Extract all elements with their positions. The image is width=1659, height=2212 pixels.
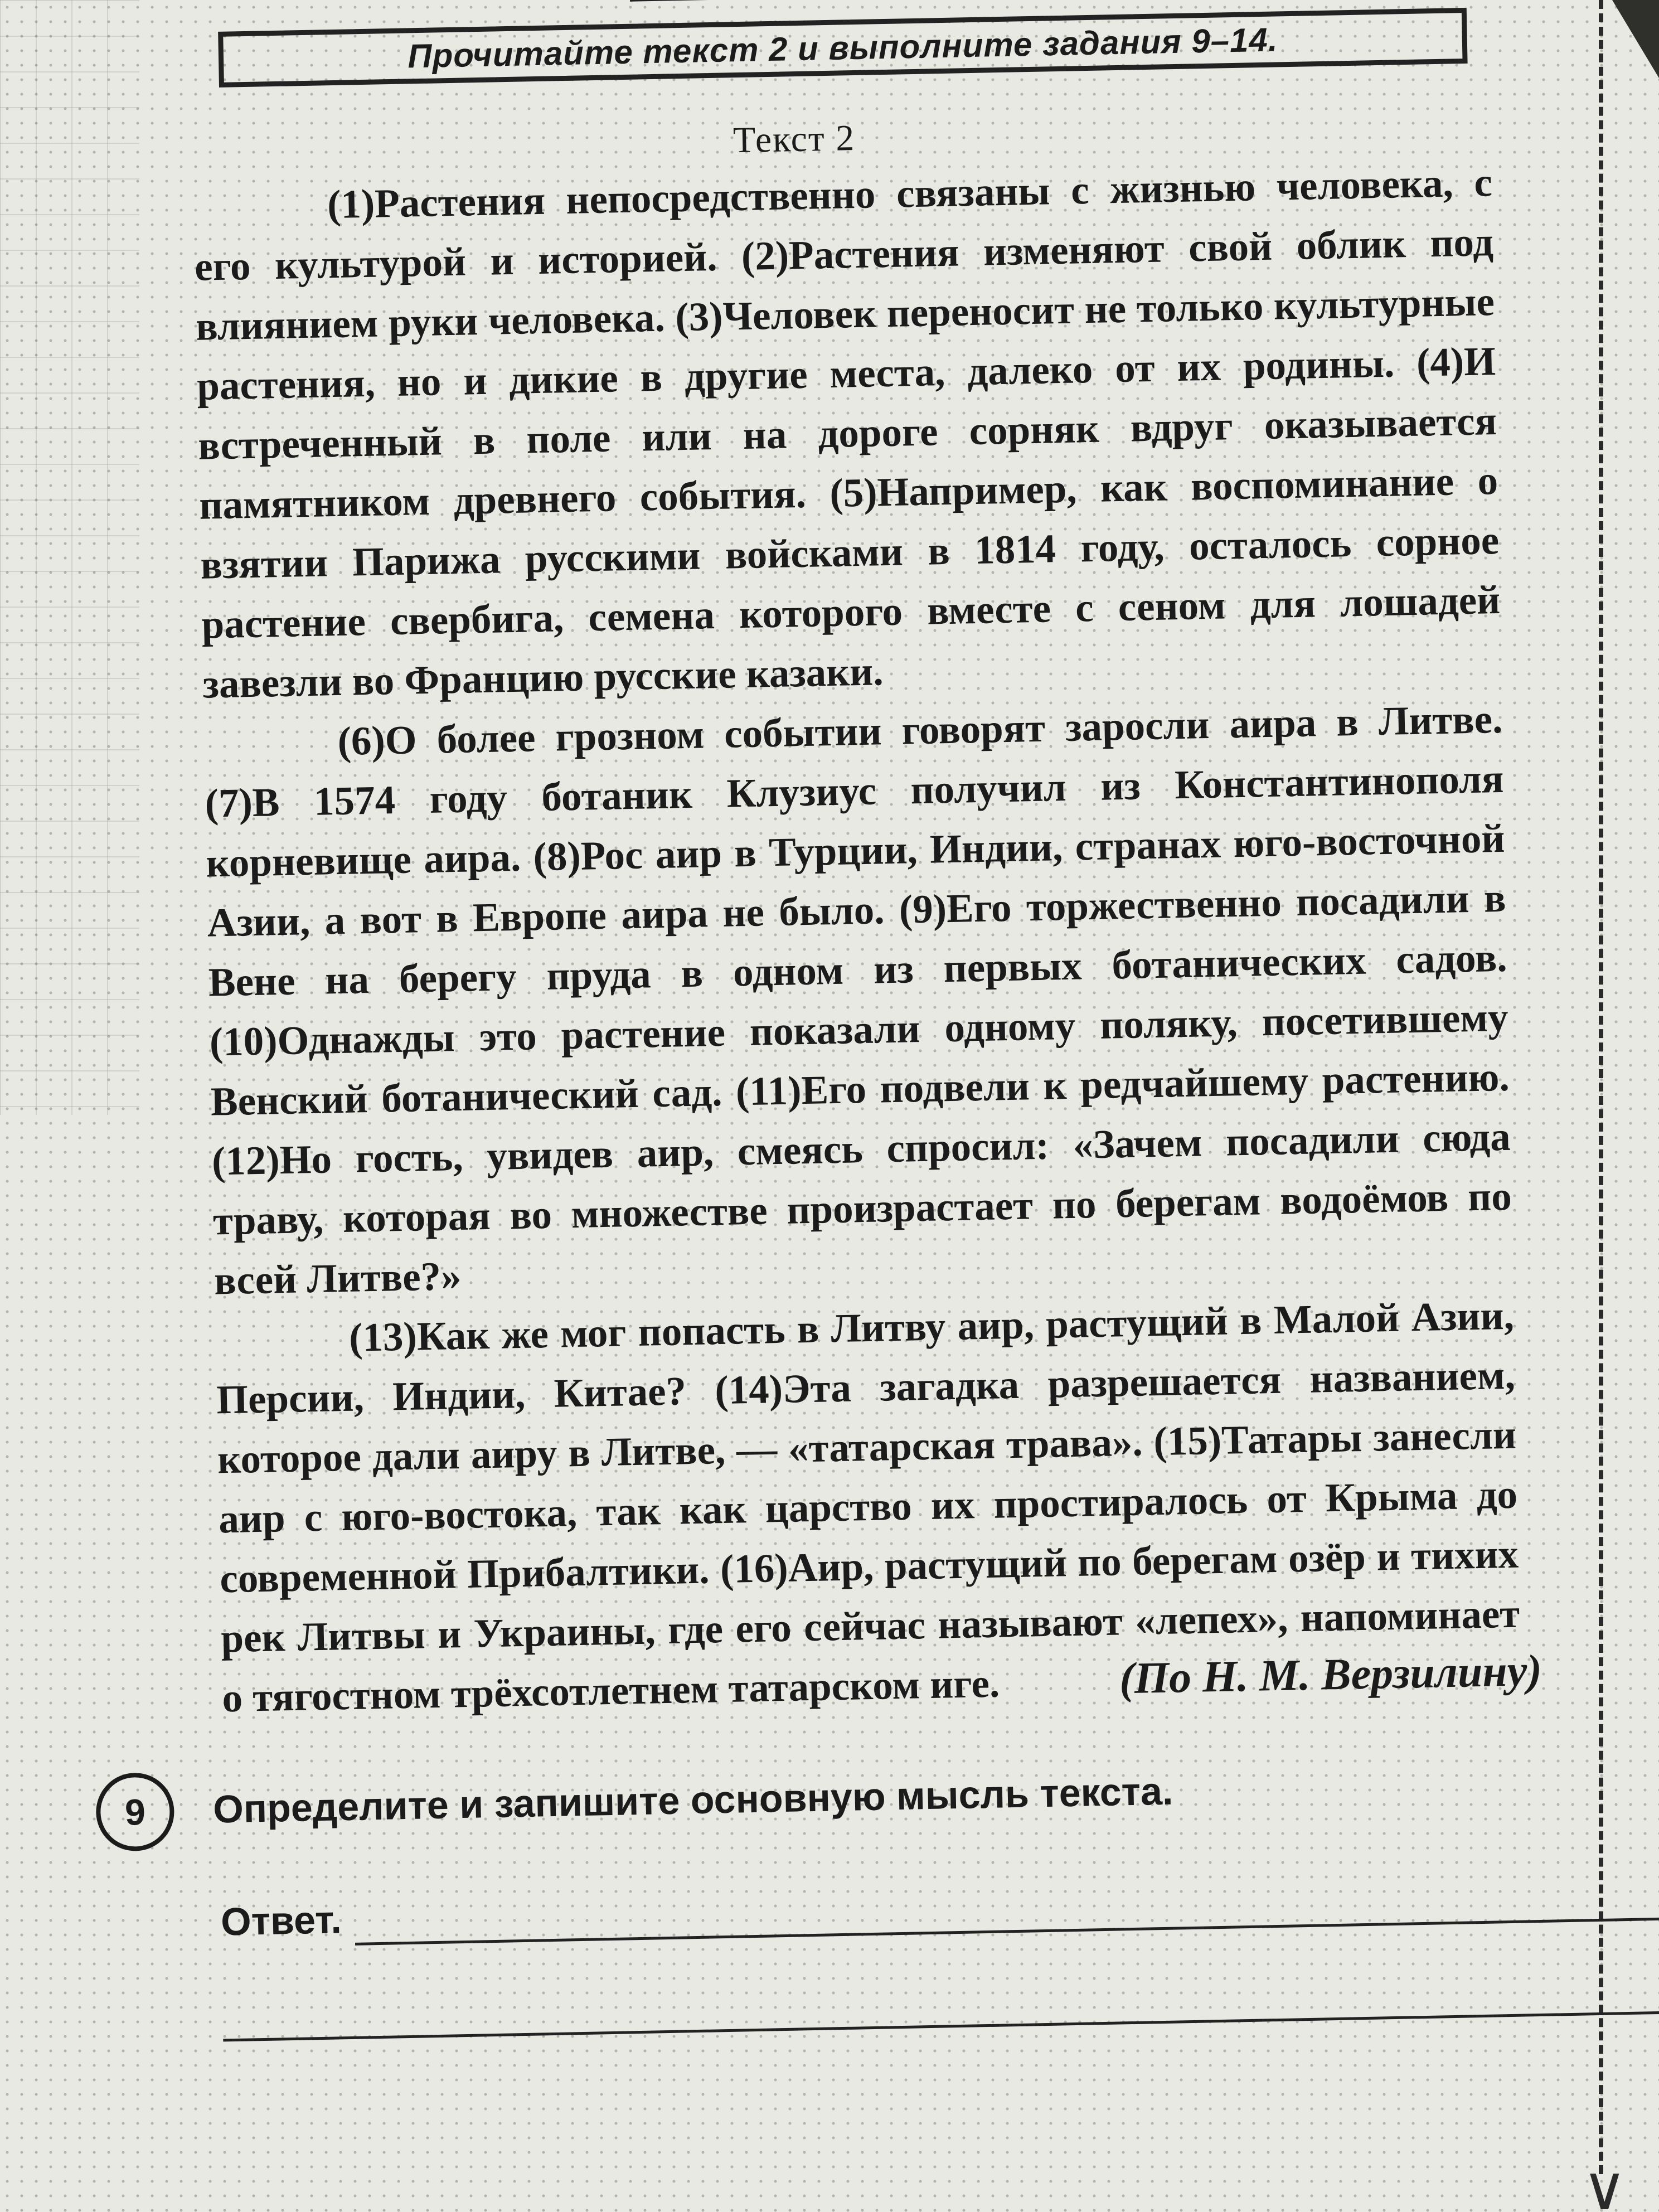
reading-text bbox=[193, 152, 1521, 1728]
paragraph-2: (6)О более грозном событии говорят заросли аира в Литве. (7)В 1574 году ботаник Клузиус получил из Константинополя корневище аира. (8)Рос аир в Турции, Индии, странах юго-восточной Азии, а вот в Европе аира не было. (9)Его торжественно посадили в Вене на берегу пруда в одном из первых ботанических садов. (10)Однажды это растение показали одному поляку, посетившему Венский ботанический сад. (11)Его подвели к редчайшему растению. (12)Но гость, увидев аир, смеясь спросил: «Зачем посадили сюда траву, которая во множестве произрастает по берегам водоёмов по всей Литве?» bbox=[204, 696, 1512, 1303]
previous-header-box bbox=[629, 0, 1466, 2]
cut-line bbox=[1599, 0, 1603, 2174]
instruction-box bbox=[218, 8, 1468, 88]
task-number-badge: 9 bbox=[95, 1772, 175, 1852]
answer-line-second[interactable] bbox=[223, 2011, 1659, 2042]
paragraph-3: (13)Как же мог попасть в Литву аир, растущий в Малой Азии, Персии, Индии, Китае? (14)Эта загадка разрешается названием, которое дали аиру в Литве, — «татарская трава». (15)Татары занесли аир с юго-востока, так как царство их простиралось от Крыма до современной Прибалтики. (16)Аир, растущий по берегам озёр и тихих рек Литвы и Украины, где его сейчас называют «лепех», напоминает о тягостном трёхсотлетнем татарском иге. bbox=[216, 1292, 1520, 1721]
text-attribution: (По Н. М. Верзилину) bbox=[1119, 1646, 1542, 1704]
paragraph-1: (1)Растения непосредственно связаны с жизнью человека, с его культурой и историей. (2)Растения изменяют свой облик под влиянием руки человека. (3)Человек переносит не только культурные растения, но и дикие в другие места, далеко от их родины. (4)И встреченный в поле или на дороге сорняк вдруг оказывается памятником древнего события. (5)Например, как воспоминание о взятии Парижа русскими войсками в 1814 году, осталось сорное растение свербига, семена которого вместе с сеном для лошадей завезли во Францию русские казаки. bbox=[194, 159, 1501, 707]
answer-area bbox=[220, 1869, 1520, 1961]
background-grid-paper bbox=[0, 0, 139, 1115]
task-9 bbox=[95, 1747, 1501, 1840]
instruction-text: Прочитайте текст 2 и выполните задания 9–14. bbox=[407, 20, 1278, 75]
cut-line-arrow-icon: ∨ bbox=[1582, 2152, 1627, 2212]
page-corner-shadow bbox=[1581, 0, 1659, 78]
text-title: Текст 2 bbox=[733, 118, 856, 161]
answer-line[interactable] bbox=[355, 1918, 1659, 1946]
task-prompt: Определите и запишите основную мысль текста. bbox=[212, 1769, 1173, 1831]
answer-label: Ответ. bbox=[220, 1898, 342, 1944]
